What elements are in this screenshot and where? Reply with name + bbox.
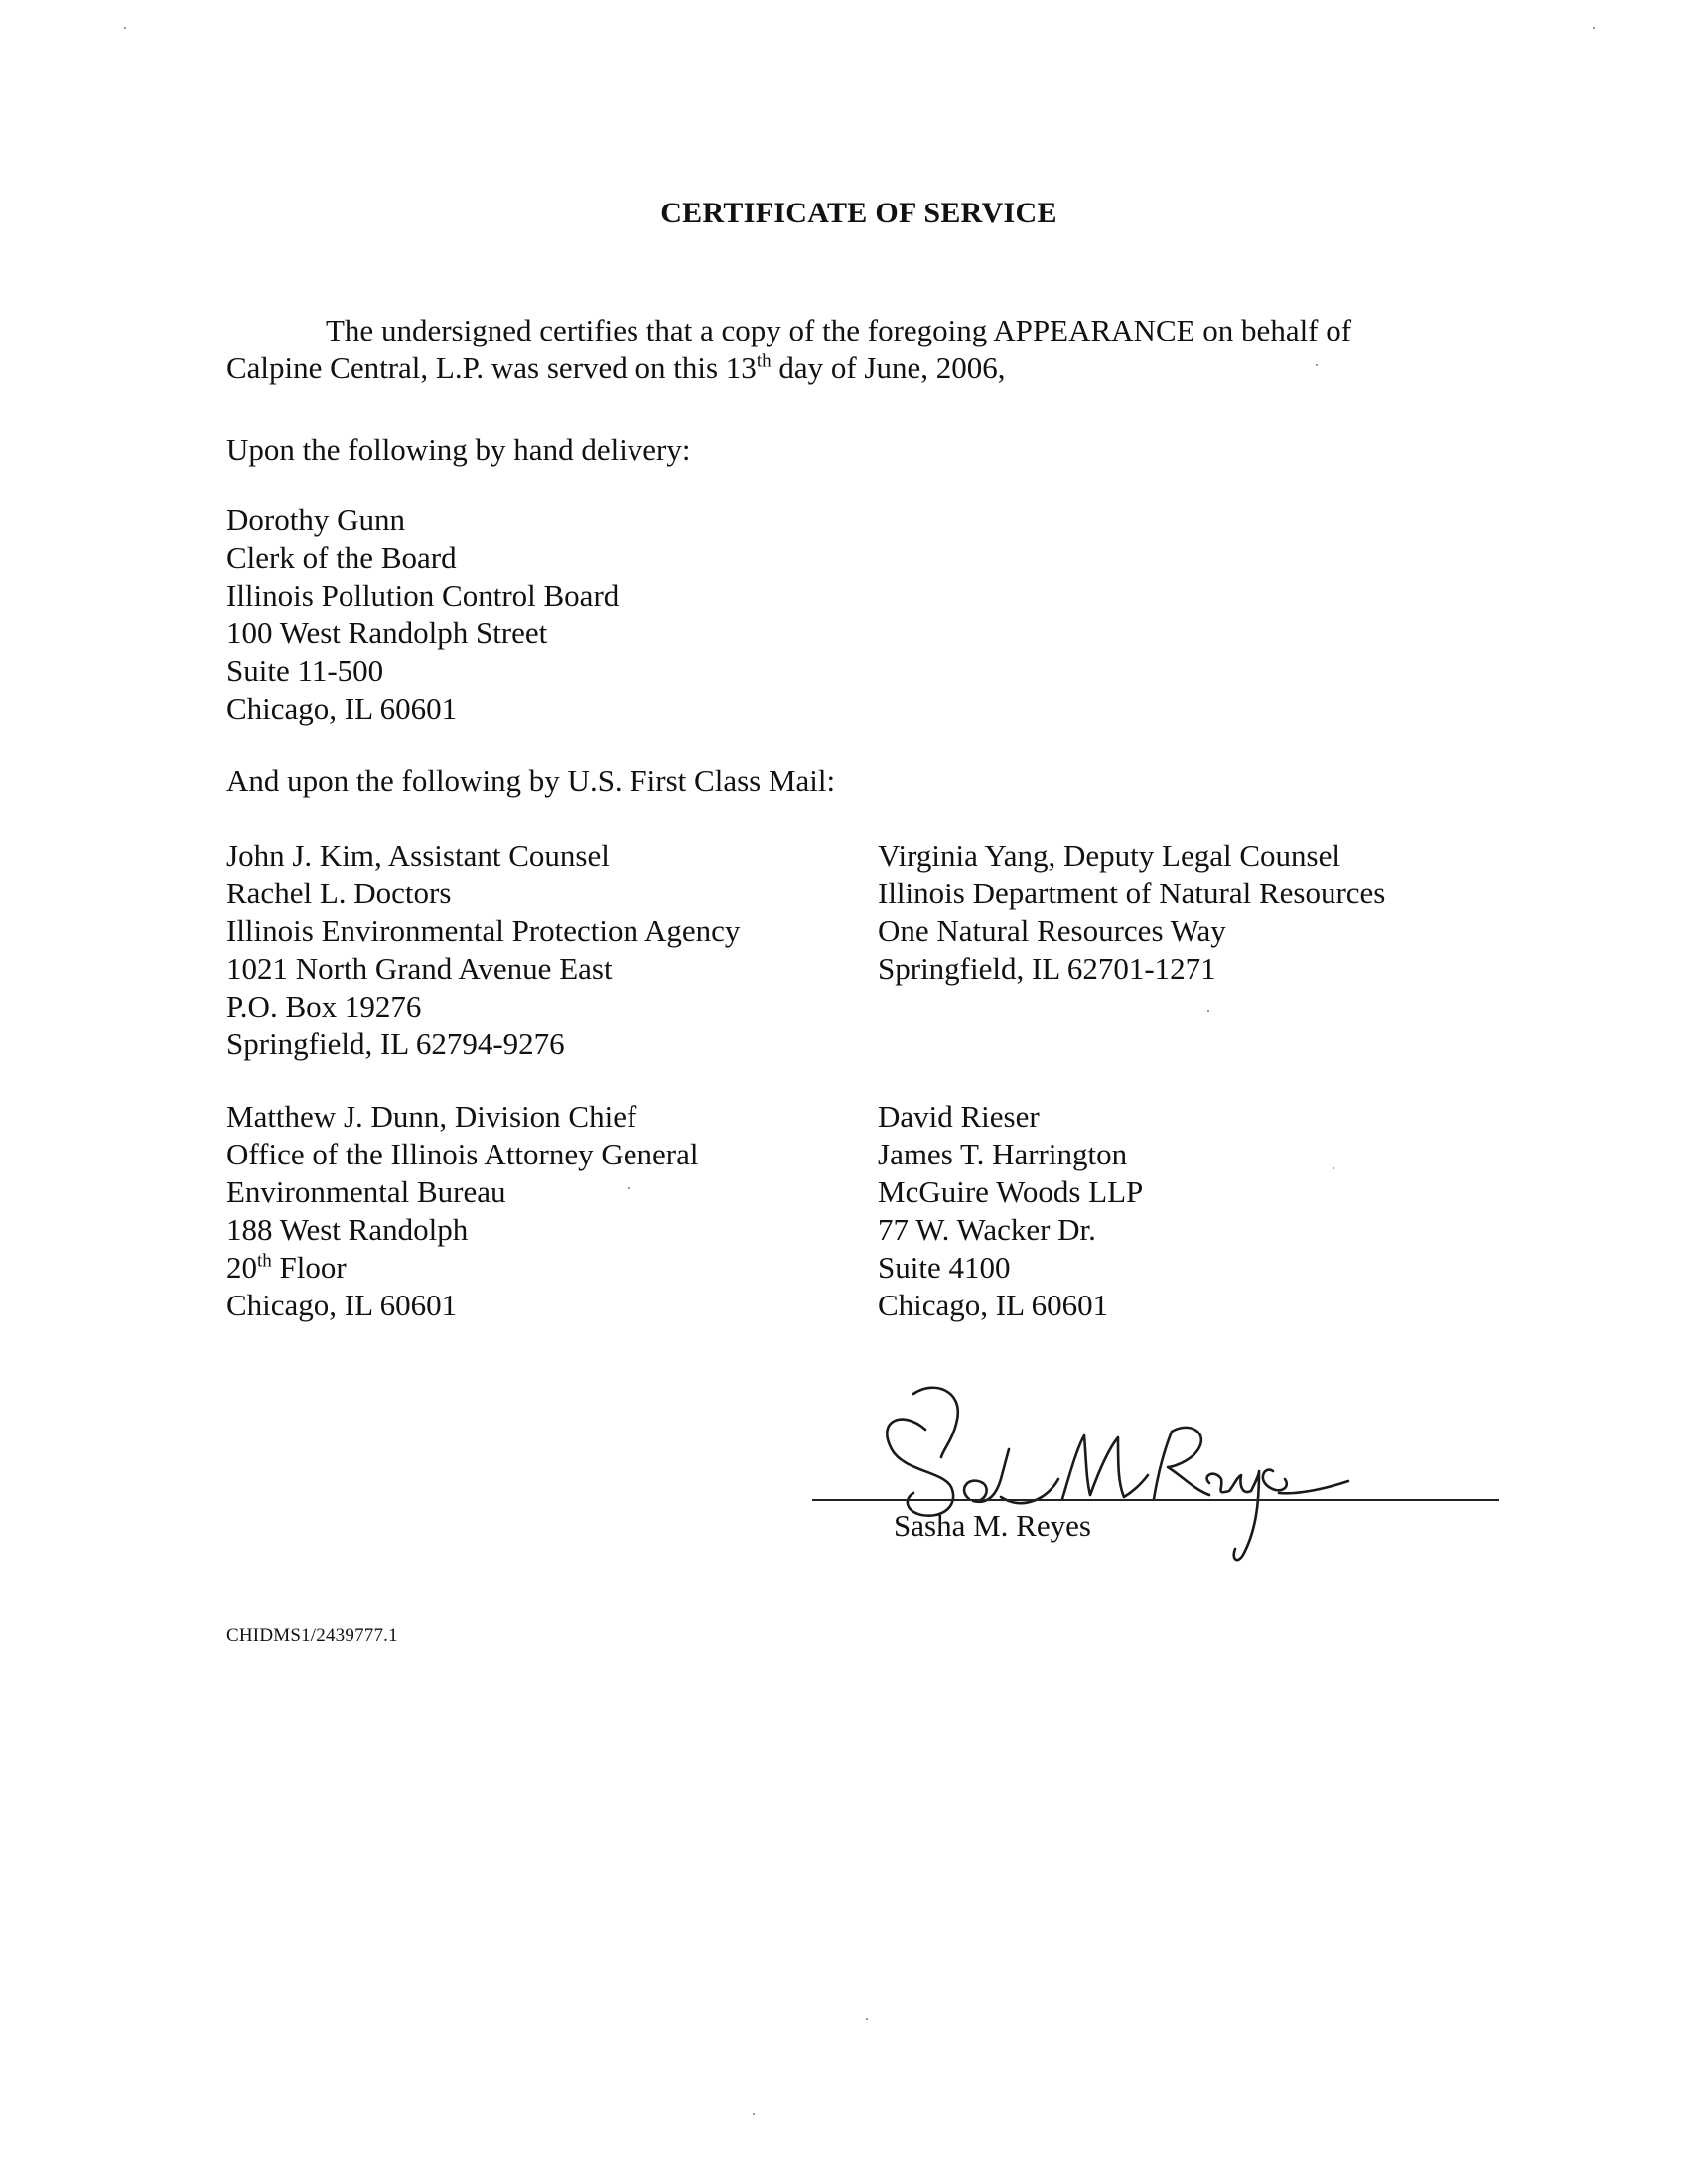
address-line: Illinois Pollution Control Board: [226, 578, 620, 613]
address-line: Environmental Bureau: [226, 1174, 506, 1209]
mail-intro: And upon the following by U.S. First Class Mail:: [226, 763, 836, 798]
address-line: Clerk of the Board: [226, 540, 457, 575]
address-line: Suite 4100: [878, 1250, 1011, 1285]
certification-paragraph: [226, 312, 1351, 387]
address-line: P.O. Box 19276: [226, 989, 422, 1024]
scan-speck: [1593, 27, 1595, 29]
address-block-yang: [878, 837, 1385, 988]
address-line: Springfield, IL 62701-1271: [878, 951, 1216, 986]
ordinal-suffix: th: [257, 1250, 272, 1272]
address-line: McGuire Woods LLP: [878, 1174, 1144, 1209]
scan-speck: [753, 2113, 755, 2115]
scan-speck: [866, 2018, 868, 2020]
scan-speck: [1207, 1010, 1209, 1012]
floor-number: 20: [226, 1250, 257, 1285]
ordinal-suffix: th: [756, 350, 772, 372]
address-line: Suite 11-500: [226, 653, 384, 688]
address-line: David Rieser: [878, 1099, 1040, 1134]
certification-line-1: The undersigned certifies that a copy of the foregoing APPEARANCE on behalf of: [326, 313, 1352, 347]
scan-speck: [628, 1187, 630, 1189]
scan-speck: [1333, 1167, 1334, 1169]
certification-line-2: [226, 349, 1351, 387]
address-line: Dorothy Gunn: [226, 502, 405, 537]
address-line: Chicago, IL 60601: [226, 1288, 458, 1322]
signature-line: [812, 1499, 1499, 1501]
address-line: 1021 North Grand Avenue East: [226, 951, 613, 986]
floor-word: Floor: [271, 1250, 347, 1285]
page-title: CERTIFICATE OF SERVICE: [660, 197, 1057, 229]
signer-printed-name: Sasha M. Reyes: [894, 1508, 1091, 1543]
address-line: Chicago, IL 60601: [226, 691, 458, 726]
scan-speck: [124, 27, 126, 29]
address-block-dunn: [226, 1098, 698, 1324]
hand-delivery-intro: Upon the following by hand delivery:: [226, 432, 691, 467]
address-line: Office of the Illinois Attorney General: [226, 1137, 699, 1171]
address-line: Springfield, IL 62794-9276: [226, 1026, 565, 1061]
address-line-floor: [226, 1249, 698, 1287]
address-block-kim: [226, 837, 740, 1063]
address-line: 100 West Randolph Street: [226, 615, 548, 650]
address-line: James T. Harrington: [878, 1137, 1128, 1171]
certification-line-2-end: day of June, 2006,: [771, 350, 1006, 385]
address-line: 77 W. Wacker Dr.: [878, 1212, 1096, 1247]
address-line: One Natural Resources Way: [878, 913, 1226, 948]
address-block-gunn: [226, 501, 619, 728]
address-line: Virginia Yang, Deputy Legal Counsel: [878, 838, 1340, 873]
address-line: Chicago, IL 60601: [878, 1288, 1109, 1322]
address-block-rieser: [878, 1098, 1143, 1324]
address-line: Matthew J. Dunn, Division Chief: [226, 1099, 637, 1134]
document-id: CHIDMS1/2439777.1: [226, 1625, 398, 1646]
address-line: John J. Kim, Assistant Counsel: [226, 838, 610, 873]
address-line: 188 West Randolph: [226, 1212, 469, 1247]
handwritten-signature: [874, 1380, 1350, 1578]
scan-speck: [1316, 364, 1318, 366]
certification-line-2-start: Calpine Central, L.P. was served on this 13: [226, 350, 757, 385]
address-line: Illinois Environmental Protection Agency: [226, 913, 741, 948]
address-line: Rachel L. Doctors: [226, 876, 452, 910]
address-line: Illinois Department of Natural Resources: [878, 876, 1386, 910]
